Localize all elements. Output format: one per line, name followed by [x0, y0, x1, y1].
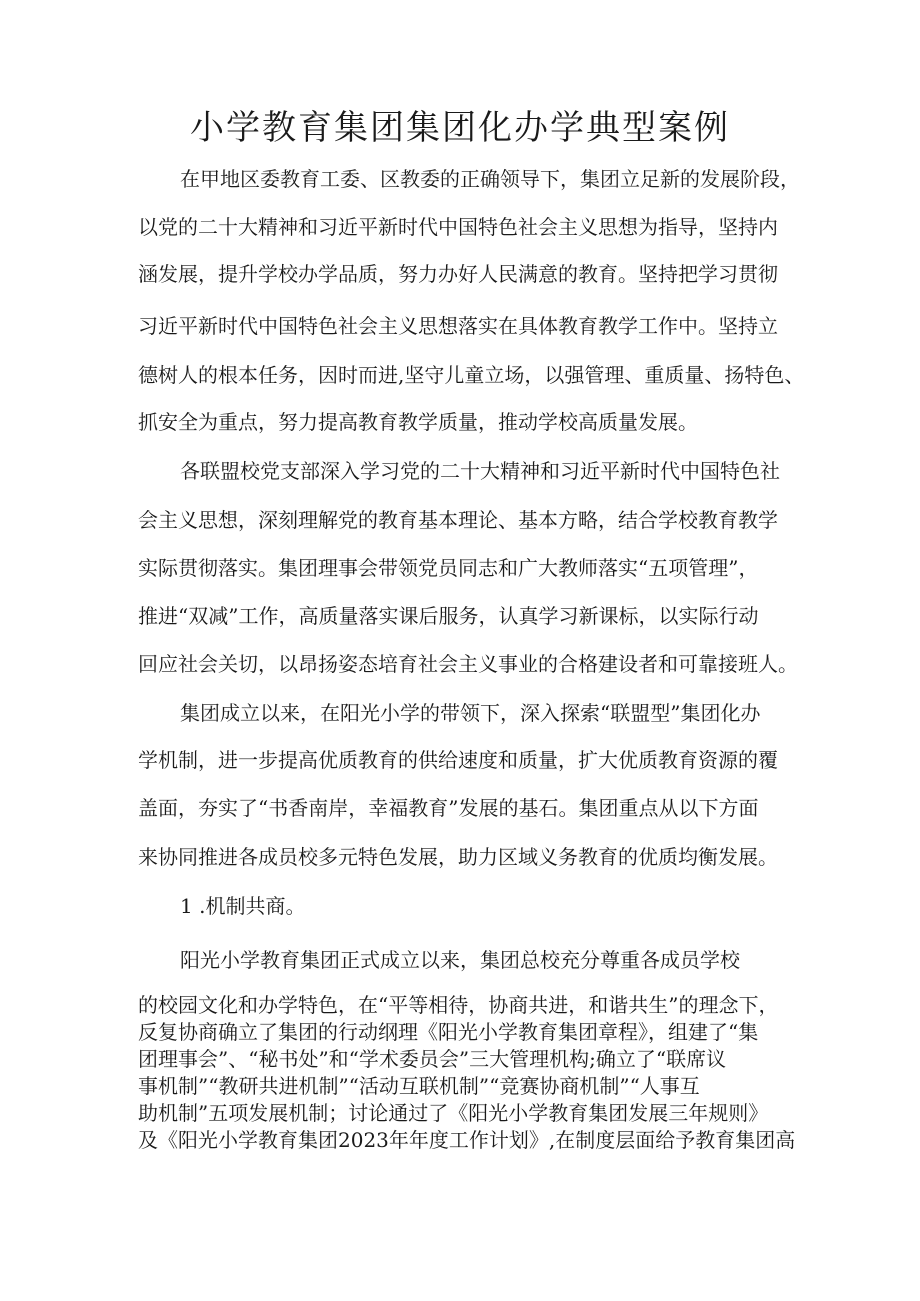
paragraph-4-line-1: 阳光小学教育集团正式成立以来，集团总校充分尊重各成员学校: [180, 948, 740, 972]
paragraph-4-line-7: 及《阳光小学教育集团2023年年度工作计划》,在制度层面给予教育集团高: [138, 1128, 796, 1152]
paragraph-1-line-4: 习近平新时代中国特色社会主义思想落实在具体教育教学工作中。坚持立: [138, 314, 778, 338]
paragraph-3-line-1: 集团成立以来，在阳光小学的带领下，深入探索“联盟型”集团化办: [180, 701, 761, 725]
paragraph-4-line-5: 事机制”“教研共进机制”“活动互联机制”“竞赛协商机制”“人事互: [138, 1074, 700, 1098]
paragraph-2-line-5: 回应社会关切，以昂扬姿态培育社会主义事业的合格建设者和可靠接班人。: [138, 652, 798, 676]
paragraph-3-line-3: 盖面，夯实了“书香南岸，幸福教育”发展的基石。集团重点从以下方面: [138, 796, 759, 820]
paragraph-1-line-2: 以党的二十大精神和习近平新时代中国特色社会主义思想为指导，坚持内: [138, 215, 778, 239]
paragraph-2-line-2: 会主义思想，深刻理解党的教育基本理论、基本方略，结合学校教育教学: [138, 508, 778, 532]
paragraph-1-line-6: 抓安全为重点，努力提高教育教学质量，推动学校高质量发展。: [138, 410, 698, 434]
section-heading-1: 1 .机制共商。: [180, 894, 306, 918]
paragraph-2-line-3: 实际贯彻落实。集团理事会带领党员同志和广大教师落实“五项管理”，: [138, 556, 759, 580]
document-title: 小学教育集团集团化办学典型案例: [190, 108, 730, 148]
paragraph-4-line-6: 助机制”五项发展机制；讨论通过了《阳光小学教育集团发展三年规则》: [138, 1101, 769, 1125]
paragraph-2-line-1: 各联盟校党支部深入学习党的二十大精神和习近平新时代中国特色社: [180, 459, 780, 483]
paragraph-4-line-2: 的校园文化和办学特色，在“平等相待，协商共进，和谐共生”的理念下，: [138, 993, 779, 1017]
paragraph-3-line-2: 学机制，进一步提高优质教育的供给速度和质量，扩大优质教育资源的覆: [138, 748, 778, 772]
paragraph-2-line-4: 推进“双减”工作，高质量落实课后服务，认真学习新课标，以实际行动: [138, 604, 759, 628]
paragraph-4-line-3: 反复协商确立了集团的行动纲理《阳光小学教育集团章程》，组建了“集: [138, 1020, 759, 1044]
paragraph-4-line-4: 团理事会”、“秘书处”和“学术委员会”三大管理机构;确立了“联席议: [138, 1047, 727, 1071]
paragraph-1-line-5: 德树人的根本任务，因时而进,坚守儿童立场，以强管理、重质量、扬特色、: [138, 363, 805, 387]
paragraph-3-line-4: 来协同推进各成员校多元特色发展，助力区域义务教育的优质均衡发展。: [138, 845, 778, 869]
paragraph-1-line-1: 在甲地区委教育工委、区教委的正确领导下，集团立足新的发展阶段，: [180, 167, 800, 191]
paragraph-1-line-3: 涵发展，提升学校办学品质，努力办好人民满意的教育。坚持把学习贯彻: [138, 262, 778, 286]
